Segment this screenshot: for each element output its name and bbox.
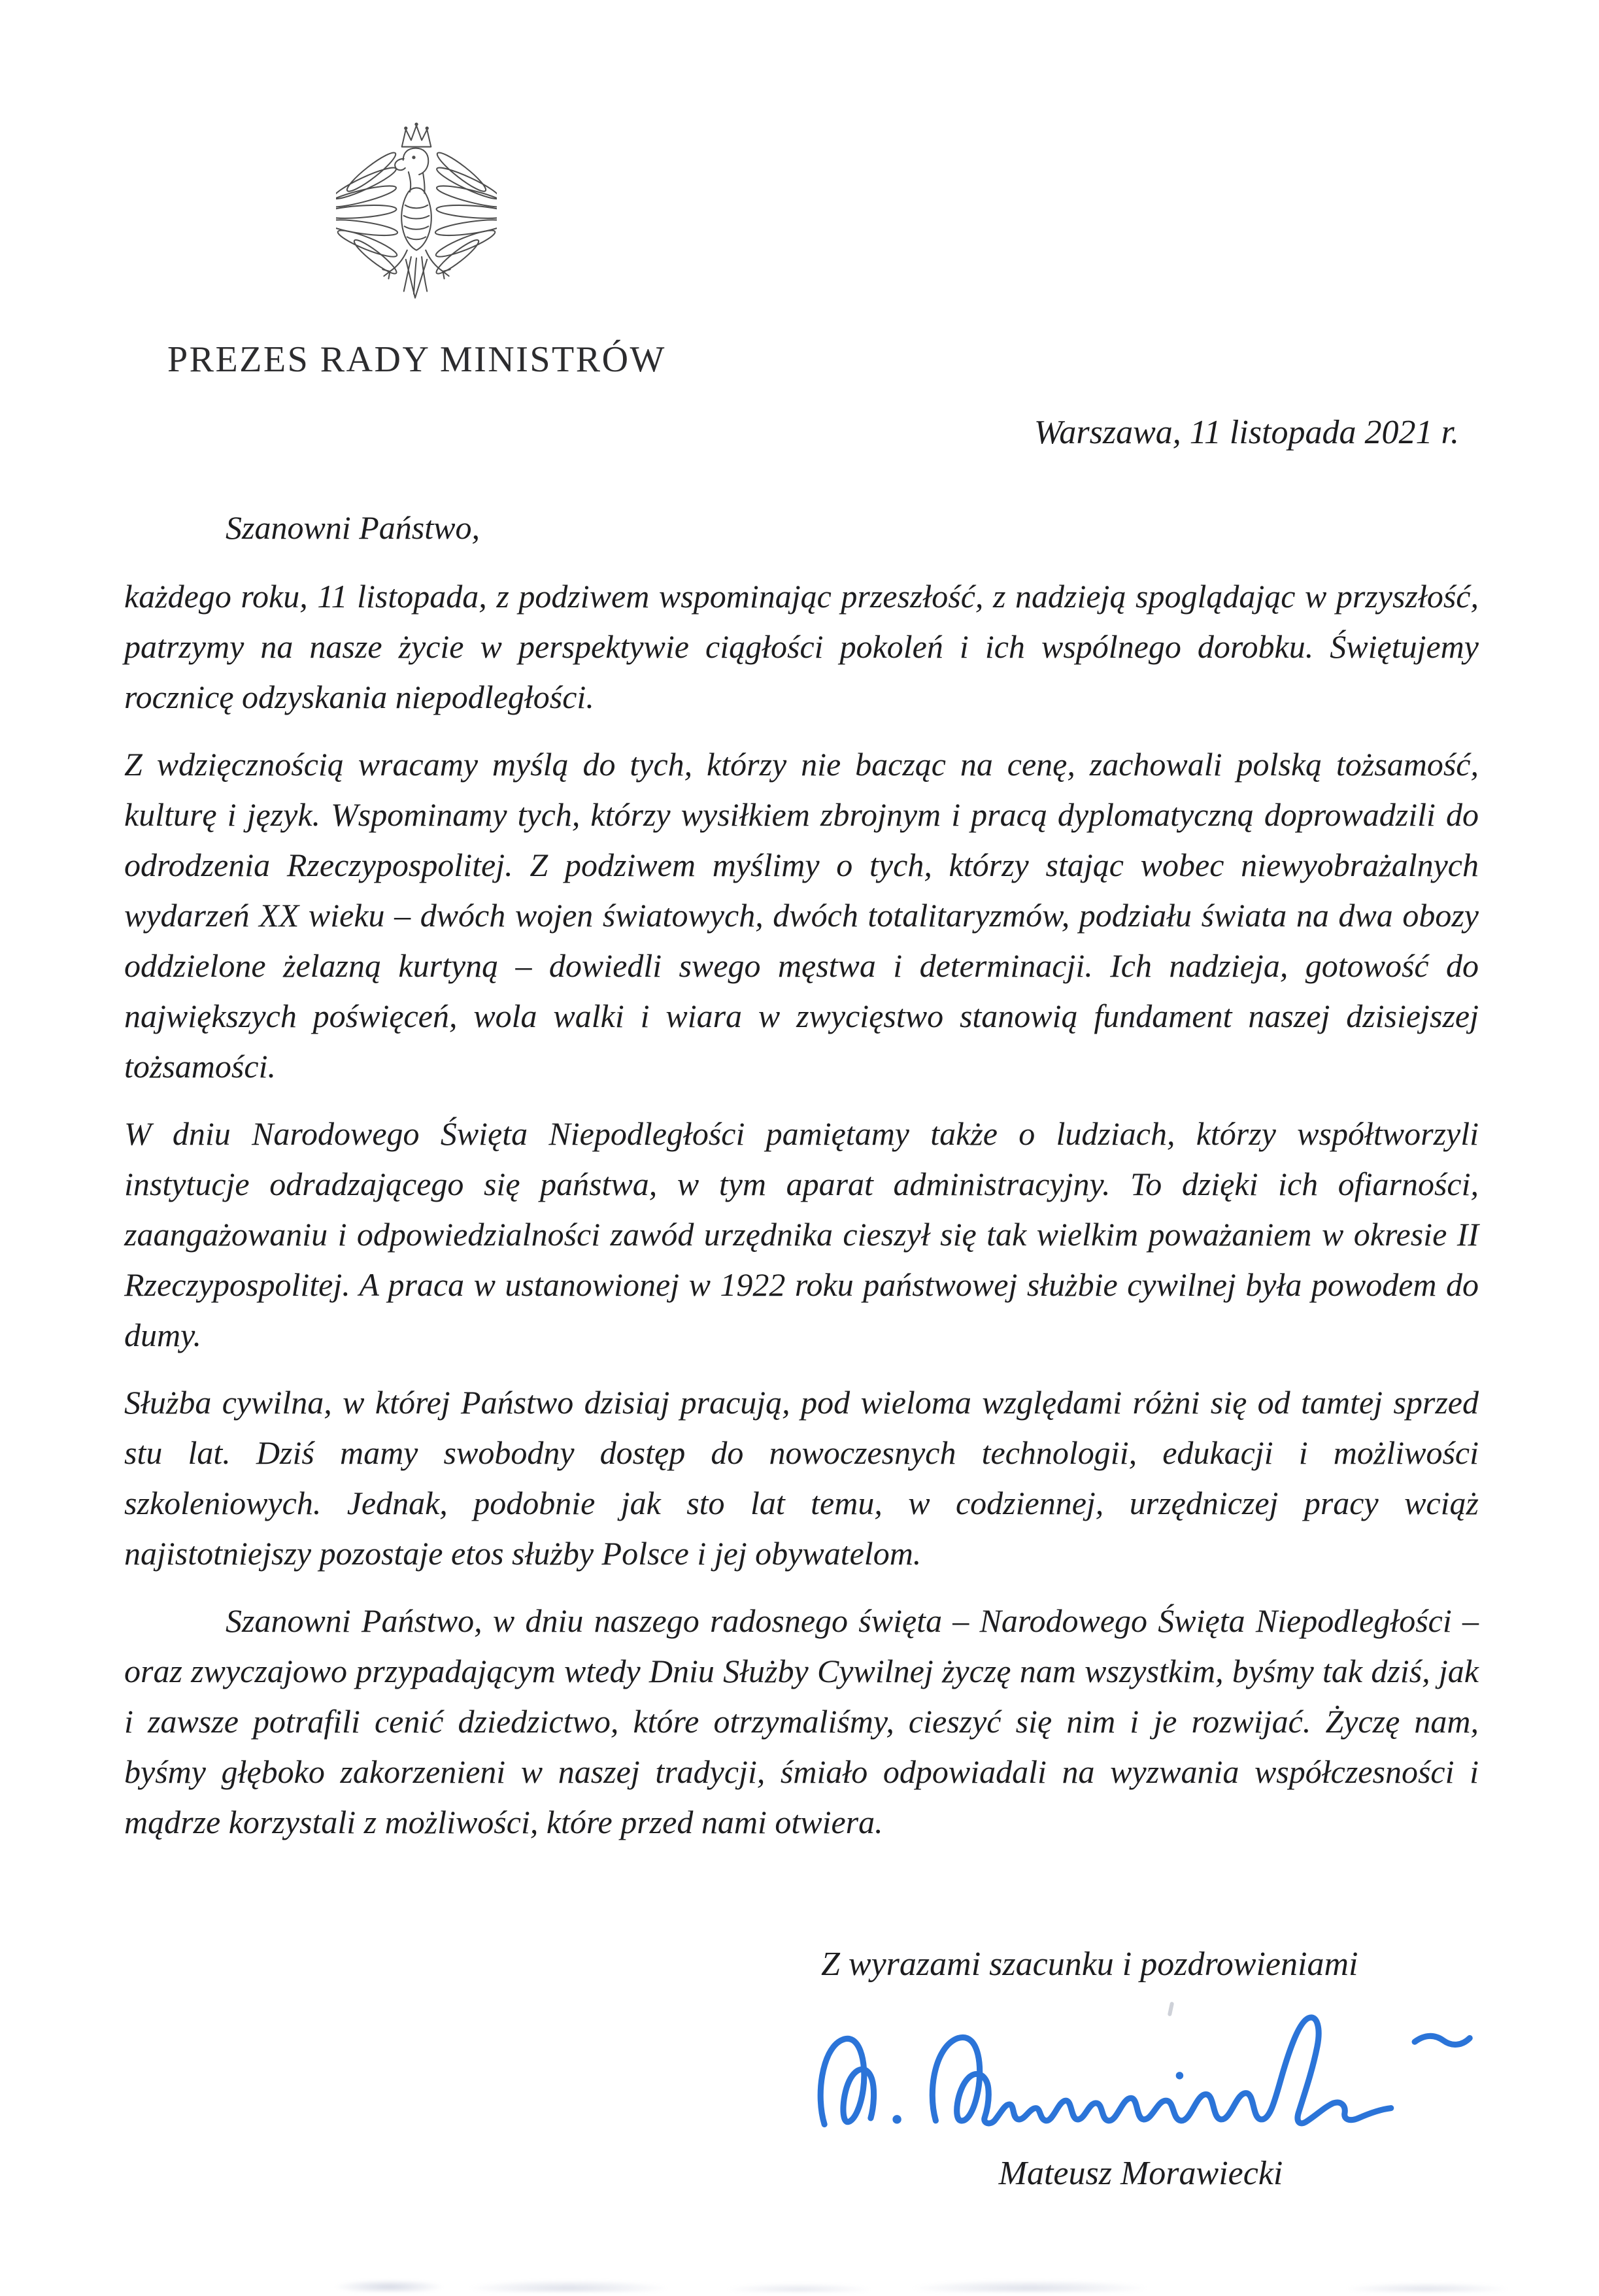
letter-paragraph-1: każdego roku, 11 listopada, z podziwem wspominając przeszłość, z nadzieją spoglądając w przyszłość, patrzymy na nasze życie w perspektywie ciągłości pokoleń i ich wspólnego dorobku. Świętujemy rocznicę odzyskania niepodległości. — [124, 578, 1479, 715]
closing-line: Z wyrazami szacunku i pozdrowieniami — [821, 1946, 1358, 1983]
letter-paragraph-3: W dniu Narodowego Święta Niepodległości pamiętamy także o ludziach, którzy współtworzyli instytucje odradzającego się państwa, w tym aparat administracyjny. To dzięki ich ofiarności, zaangażowaniu i odpowiedzialności zawód urzędnika cieszył się tak wielkim poważaniem w okresie II Rzeczypospolitej. A praca w ustanowionej w 1922 roku państwowej służbie cywilnej była powodem do dumy. — [124, 1115, 1479, 1353]
letter-body — [124, 503, 1479, 1865]
signature-image — [788, 2002, 1526, 2146]
salutation: Szanowni Państwo, — [226, 509, 480, 546]
scan-bleed-artifact — [235, 2266, 1517, 2292]
signatory-name: Mateusz Morawiecki — [998, 2155, 1283, 2192]
polish-eagle-emblem-icon — [336, 120, 497, 312]
letter-paragraph-4: Służba cywilna, w której Państwo dzisiaj pracują, pod wieloma względami różni się od tamtej sprzed stu lat. Dziś mamy swobodny dostęp do nowoczesnych technologii, edukacji i możliwości szkoleniowych. Jednak, podobnie jak sto lat temu, w codziennej, urzędniczej pracy wciąż najistotniejszy pozostaje etos służby Polsce i jej obywatelom. — [124, 1384, 1479, 1572]
office-title: PREZES RADY MINISTRÓW — [167, 339, 666, 380]
letter-paragraph-2: Z wdzięcznością wracamy myślą do tych, którzy nie bacząc na cenę, zachowali polską tożsamość, kulturę i język. Wspominamy tych, którzy wysiłkiem zbrojnym i pracą dyplomatyczną doprowadzili do odrodzenia Rzeczypospolitej. Z podziwem myślimy o tych, którzy stając wobec niewyobrażalnych wydarzeń XX wieku – dwóch wojen światowych, dwóch totalitaryzmów, podziału świata na dwa obozy oddzielone żelazną kurtyną – dowiedli swego męstwa i determinacji. Ich nadzieja, gotowość do największych poświęceń, wola walki i wiara w zwycięstwo stanowią fundament naszej dzisiejszej tożsamości. — [124, 746, 1479, 1085]
dateline: Warszawa, 11 listopada 2021 r. — [1034, 414, 1459, 451]
letter-paragraph-5: Szanowni Państwo, w dniu naszego radosnego święta – Narodowego Święta Niepodległości – oraz zwyczajowo przypadającym wtedy Dniu Służby Cywilnej życzę nam wszystkim, byśmy tak dziś, jak i zawsze potrafili cenić dziedzictwo, które otrzymaliśmy, cieszyć się nim i je rozwijać. Życzę nam, byśmy głęboko zakorzenieni w naszej tradycji, śmiało odpowiadali na wyzwania współczesności i mądrze korzystali z możliwości, które przed nami otwiera. — [124, 1602, 1479, 1840]
